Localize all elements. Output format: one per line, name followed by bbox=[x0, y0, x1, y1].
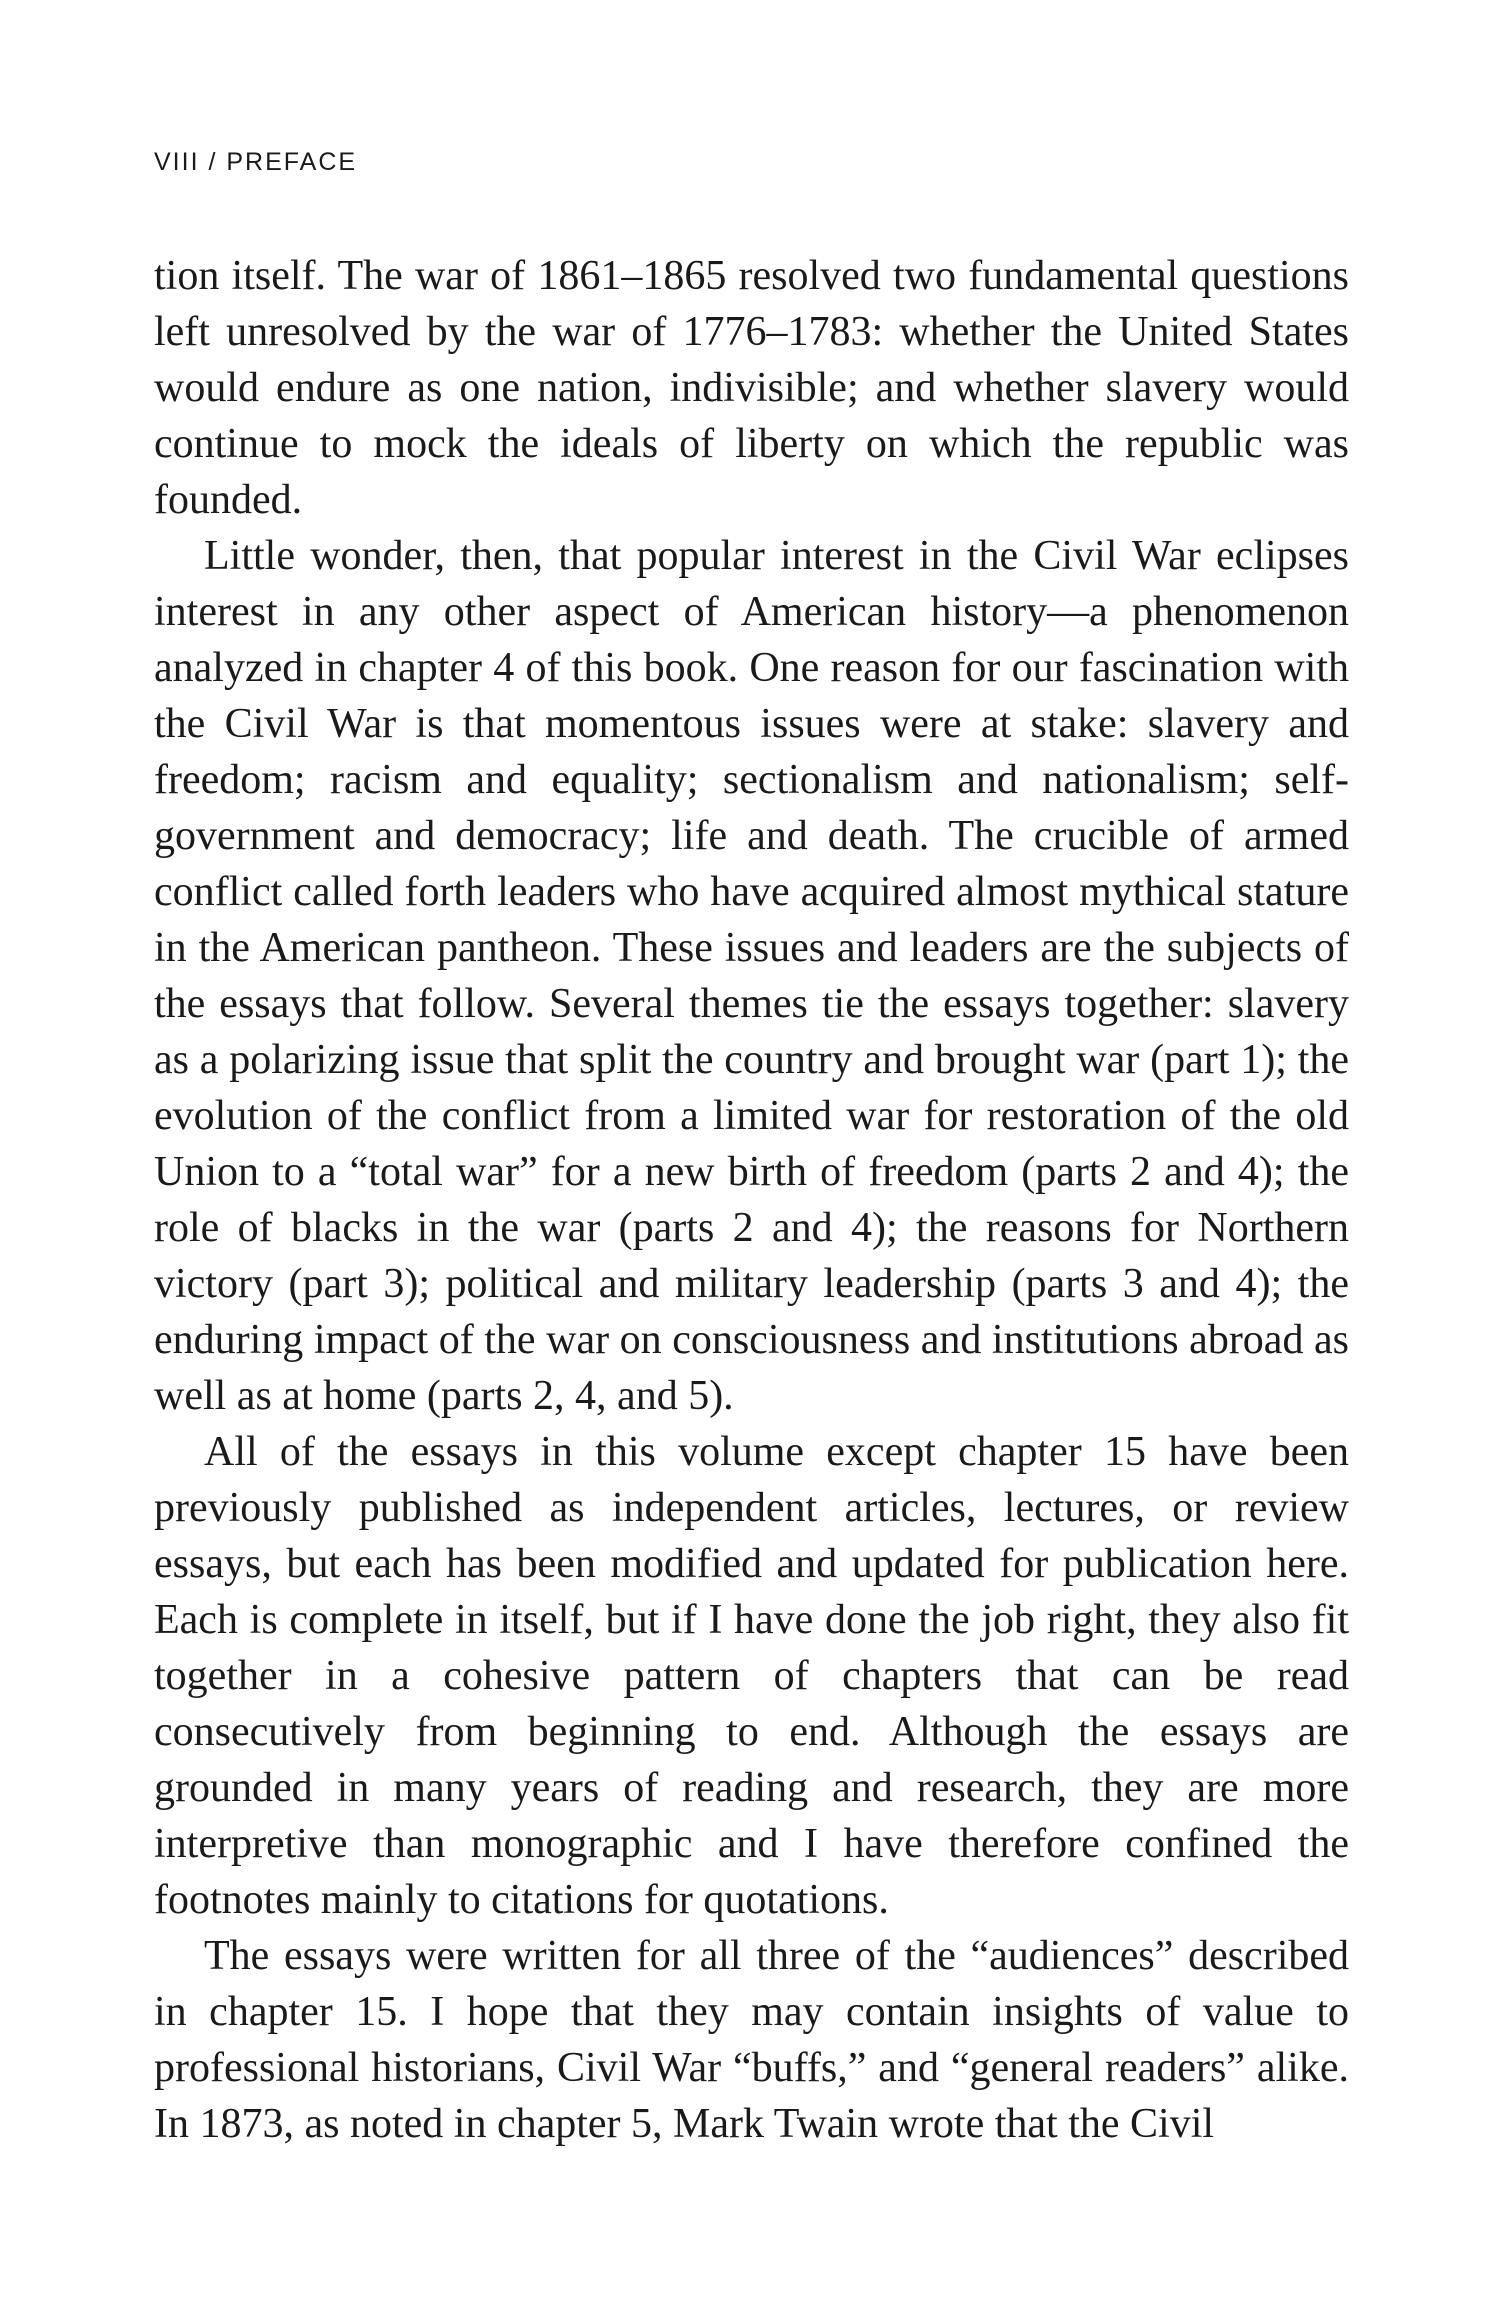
body-text bbox=[154, 248, 1349, 2152]
paragraph-audiences: The essays were written for all three of the “audiences” described in chapter 15. I hope that they may contain insights of value to professional historians, Civil War “buffs,” and “general readers” alike. In 1873, as noted in chapter 5, Mark Twain wrote that the Civil bbox=[154, 1933, 1349, 2147]
paragraph-essays-publication: All of the essays in this volume except chapter 15 have been previously published as independent articles, lectures, or review essays, but each has been modified and updated for publication here. Each is complete in itself, but if I have done the job right, they also fit together in a cohesive pattern of chapters that can be read consecutively from beginning to end. Although the essays are grounded in many years of reading and research, they are more interpretive than monographic and I have therefore confined the footnotes mainly to citations for quotations. bbox=[154, 1429, 1349, 1923]
paragraph-continuation: tion itself. The war of 1861–1865 resolved two fundamental questions left unresolved by the war of 1776–1783: whether the United States would endure as one nation, indivisible; and whether slavery would continue to mock the ideals of liberty on which the republic was founded. bbox=[154, 253, 1349, 523]
running-head: VIII / PREFACE bbox=[154, 148, 358, 176]
paragraph-civil-war-interest: Little wonder, then, that popular interest in the Civil War eclipses interest in any other aspect of American history—a phenomenon analyzed in chapter 4 of this book. One reason for our fascination with the Civil War is that momentous issues were at stake: slavery and freedom; racism and equality; sectionalism and nationalism; self-government and democracy; life and death. The crucible of armed conflict called forth leaders who have acquired almost mythical stature in the American pantheon. These issues and leaders are the subjects of the essays that follow. Several themes tie the essays together: slavery as a polarizing issue that split the country and brought war (part 1); the evolution of the conflict from a limited war for restoration of the old Union to a “total war” for a new birth of freedom (parts 2 and 4); the role of blacks in the war (parts 2 and 4); the reasons for Northern victory (part 3); political and military leadership (parts 3 and 4); the enduring impact of the war on consciousness and institutions abroad as well as at home (parts 2, 4, and 5). bbox=[154, 533, 1349, 1419]
